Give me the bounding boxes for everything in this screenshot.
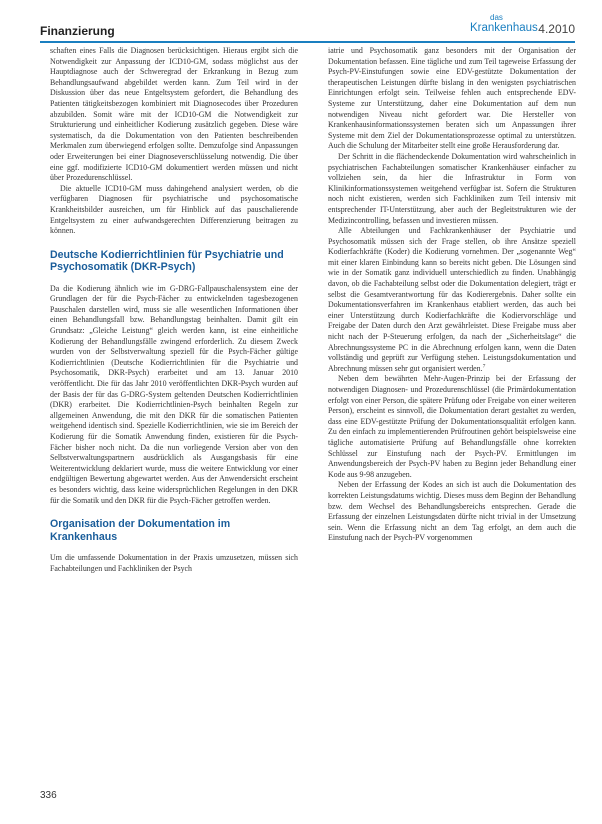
left-column (50, 46, 298, 574)
issue-number: 4.2010 (538, 22, 575, 36)
paragraph (328, 226, 576, 374)
paragraph: Neben der Erfassung der Kodes an sich ist auch die Dokumentation des korrekten Leistungsdatums wichtig. Dieses muss dem Beginn der Behandlung bzw. dem Wechsel des Behandlungsbereichs entsprechen. Gerade die Erfassung der einzelnen Leistungsdaten dürfte nicht trivial in der Umsetzung sein. Wenn die Erfassung nicht an dem Tag erfolgt, an dem auch die Einstufung nach der Psych-PV vorgenommen (328, 480, 576, 543)
paragraph: Der Schritt in die flächendeckende Dokumentation wird wahrscheinlich in psychiatrischen Fachabteilungen somatischer Krankenhäuser einfacher zu vollziehen sein, da hier die Infrastruktur in Form von Klinikinformationssystemen weitgehend verfügbar ist. Sofern die Strukturen noch nicht existieren, werden sich Fachkliniken zum Teil intensiv mit entsprechender IT-Unterstützung, aber auch der Begleitstrukturen wie der Medizincontrolling, befassen und investieren müssen. (328, 151, 576, 225)
paragraph: Da die Kodierung ähnlich wie im G-DRG-Fallpauschalensystem eine der Grundlagen der für die Psych-Fächer zu entwickelnden tagesbezogenen Pauschalen darstellen wird, muss sie alle wesentlichen Informationen über einen Behandlungsfall bzw. Behandlungstag beinhalten. Damit gilt ein Grundsatz: „Gleiche Leistung“ gleich werden kann, ist eine einheitliche Kodierung der Behandlungsfälle zwingend erforderlich. Zu diesem Zweck wurden von der Selbstverwaltung speziell für die Psych-Fächer gültige Kodierrichtlinien (Deutsche Kodierrichtlinien für die Psychiatrie und Psychosomatik, DKR-Psych) erarbeitet und am 13. Januar 2010 veröffentlicht. Die für das Jahr 2010 veröffentlichten DKR-Psych wurden auf der Basis der für das G-DRG-System geltenden Deutschen Kodierrichtlinien (DKR) erarbeitet. Die Kodierrichtlinien-Psych beinhalten Regeln zur allgemeinen Anwendung, die mit den DKR für die somatischen Patienten weitgehend identisch sind. Spezielle Kodierrichtlinien, wie sie im Bereich der Kodierung für die Somatik Anwendung finden, existieren für die Psych-Fächer bisher noch nicht. Da die nun vorliegende Version aber von den Selbstverwaltungspartnern ausdrücklich als Ausgangsbasis für eine Weiterentwicklung deklariert wurde, muss die weitere Entwicklung vor einer endgültigen Bewertung abgewartet werden. Aus der Anwendersicht erscheint es besonders wichtig, dass keine widersprüchlichen Regelungen in den DKR für die Somatik und den DKR für die Psych-Fächer getroffen werden. (50, 283, 298, 505)
paragraph-text: Alle Abteilungen und Fachkrankenhäuser der Psychiatrie und Psychosomatik müssen sich der Frage stellen, ob ihre Ansätze speziell Kodierfachkräfte (Koder) die Kodierung vornehmen. Der „sogenannte Weg“ mit einer klaren Einbindung kann so bereits nicht geben. Die Lösungen sind wie in der Somatik ganz individuell unterschiedlich zu finden. Unabhängig davon, ob die Fachabteilung selbst oder die Dokumentation delegiert, trägt er selbst die Gesamtverantwortung für das Kodierergebnis. Daher sollte ein Dokumentationsverfahren im Krankenhaus etabliert werden, das auch bei einer Unterstützung durch Kodierfachkräfte die Kodiervorschläge und Freigabe der Daten durch den Arzt gewährleistet. Diese Freigabe muss aber nicht nach der P-Steuerung erfolgen, da nach der „Sicherheitslage“ die Abrechnungssysteme PC in die Abrechnung erfolgen kann, wenn die Daten vollständig und geprüft zur Verfügung stehen. Leistungsdokumentation und Abrechnung müssen sehr gut organisiert werden. (328, 226, 576, 373)
footnote-marker: 7 (482, 363, 486, 370)
paragraph: Neben dem bewährten Mehr-Augen-Prinzip bei der Erfassung der notwendigen Diagnosen- und Prozedurenschlüssel (die Primärdokumentation erfolgt von einer Person, die spätere Prüfung oder Freigabe von einer weiteren Person), erscheint es sinnvoll, die Dokumentation derart gestaltet zu werden, dass eine EDV-gestützte Prüfung der Dokumentationsqualität erfolgen kann. Zu den einfach zu implementierenden Prüfroutinen gehört beispielsweise eine tägliche automatisierte Prüfung auf Behandlungsfälle ohne korrekten Schlüssel zur Einstufung nach der Psych-PV. Ermittlungen im Anwendungsbereich der Psych-PV haben zu Beginn jeder Behandlung einer Kode aus 9-98 anzugeben. (328, 374, 576, 479)
paragraph: Um die umfassende Dokumentation in der Praxis umzusetzen, müssen sich Fachabteilungen und Fachkliniken der Psych (50, 553, 298, 573)
paragraph: schaften eines Falls die Diagnosen berücksichtigen. Hieraus ergibt sich die Notwendigkeit zur Anpassung der ICD10-GM, sodass möglichst aus der Hauptdiagnose auch der Schweregrad der Erkrankung in Bezug zum Behandlungsaufwand abgebildet werden kann. Zum Teil wird in der Diskussion über das neue Entgeltsystem gefordert, die Behandlung des Patienten tätigkeitsbezogen kombiniert mit Diagnosecodes über Prozeduren abzubilden. Somit wäre mit der ICD10-GM die Notwendigkeit zur Strukturierung und einheitlicher Kodierung zusätzlich gegeben. Diese wäre systematisch, da die Dokumentation von den Patienten beschreibenden Merkmalen zum überwiegend erfolgen sollte. Demzufolge sind Anpassungen oder Erweiterungen bei einer Diagnoseverschlüsselung notwendig. Die über eine ggf. modifizierte ICD10-GM dokumentiert werden müssen und nicht über Prozedurenschlüssel. (50, 46, 298, 183)
section-heading: Organisation der Dokumentation im Krankenhaus (50, 518, 231, 543)
page-header (40, 15, 575, 43)
right-column (328, 46, 576, 544)
paragraph: Die aktuelle ICD10-GM muss dahingehend analysiert werden, ob die verfügbaren Diagnosen für psychiatrische und psychosomatische Krankheitsbilder ausreichen, um für Hinblick auf das pauschalierende Entgeltsystem zu einer aufwandsgerechten Differenzierung beitragen zu können. (50, 183, 298, 236)
page-number: 336 (40, 790, 57, 801)
section-label: Finanzierung (40, 24, 115, 38)
journal-logo (470, 13, 538, 41)
paragraph: iatrie und Psychosomatik ganz besonders mit der Organisation der Dokumentation befassen. Eine tägliche und zum Teil tageweise Erfassung der Psych-PV-Einstufungen sowie eine EDV-gestützte Dokumentation der therapeutischen Leistungen dürfte bislang in den wenigsten psychiatrischen Einrichtungen erfolgt sein. Teilweise fehlen auch entsprechende EDV-Systeme zur Unterstützung, daher eine Dokumentation auf dem nun notwendigen Niveau nicht gefordert war. Die Hersteller von Krankenhausinformationssystemen beraten sich um Anpassungen ihrer Systeme mit dem Ziel der Dokumentationsprozesse optimal zu unterstützen. Auch die Schulung der Mitarbeiter stellt eine große Herausforderung dar. (328, 46, 576, 151)
logo-main-text: Krankenhaus (470, 22, 538, 34)
section-heading: Deutsche Kodierrichtlinien für Psychiatrie und Psychosomatik (DKR-Psych) (50, 248, 284, 274)
logo-top-text: das (490, 13, 503, 22)
